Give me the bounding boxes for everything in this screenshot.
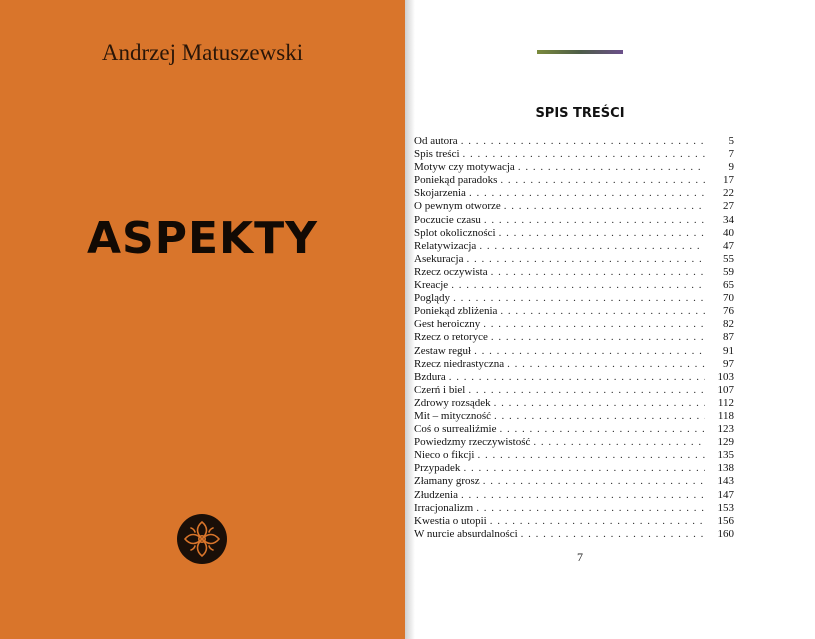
toc-entry-title: Złudzenia (414, 488, 458, 501)
toc-entry (414, 436, 734, 449)
toc-entry (414, 528, 734, 541)
ornament-emblem-icon (176, 513, 228, 565)
toc-entry-title: Zdrowy rozsądek (414, 396, 491, 409)
toc-entry-title: Spis treści (414, 148, 460, 161)
toc-entry (414, 214, 734, 227)
toc-leader-dots (483, 318, 705, 331)
toc-entry-page: 147 (717, 488, 734, 501)
toc-entry-title: Kreacje (414, 279, 449, 292)
toc-leader-dots (504, 200, 705, 213)
toc-entry-title: Czerń i biel (414, 383, 466, 396)
toc-entry (414, 489, 734, 502)
toc-entry (414, 279, 734, 292)
toc-entry (414, 331, 734, 344)
toc-entry-page: 135 (717, 449, 734, 462)
toc-entry-title: Motyw czy motywacja (414, 161, 515, 174)
toc-leader-dots (518, 161, 705, 174)
toc-leader-dots (494, 397, 705, 410)
toc-entry-title: Zestaw reguł (414, 344, 472, 357)
toc-entry-page: 65 (723, 279, 734, 292)
toc-entry-title: Gest heroiczny (414, 318, 481, 331)
toc-entry-page: 27 (723, 200, 734, 213)
toc-entry (414, 200, 734, 213)
toc-entry (414, 305, 734, 318)
toc-leader-dots (468, 384, 705, 397)
toc-leader-dots (453, 292, 705, 305)
toc-entry-page: 160 (717, 527, 734, 540)
toc-entry-page: 70 (723, 292, 734, 305)
toc-entry (414, 227, 734, 240)
toc-entry (414, 135, 734, 148)
toc-list (414, 135, 734, 541)
toc-entry (414, 515, 734, 528)
toc-entry-title: Skojarzenia (414, 187, 466, 200)
toc-entry (414, 462, 734, 475)
toc-entry-title: Przypadek (414, 462, 461, 475)
toc-leader-dots (491, 266, 705, 279)
toc-entry (414, 423, 734, 436)
toc-entry (414, 384, 734, 397)
toc-leader-dots (521, 528, 705, 541)
toc-entry (414, 345, 734, 358)
toc-entry-page: 47 (723, 239, 734, 252)
toc-entry-page: 112 (717, 396, 734, 409)
toc-entry-title: O pewnym otworze (414, 200, 501, 213)
toc-entry-page: 103 (717, 370, 734, 383)
toc-entry-page: 22 (723, 187, 734, 200)
toc-entry-title: Poglądy (414, 292, 451, 305)
toc-entry-page: 55 (723, 252, 734, 265)
toc-entry-page: 138 (717, 462, 734, 475)
toc-entry-page: 9 (728, 161, 734, 174)
toc-entry (414, 318, 734, 331)
toc-entry-page: 17 (723, 174, 734, 187)
toc-entry-page: 156 (717, 514, 734, 527)
toc-entry-title: Asekuracja (414, 252, 464, 265)
toc-entry (414, 502, 734, 515)
toc-entry (414, 475, 734, 488)
toc-leader-dots (477, 449, 705, 462)
toc-entry-title: Powiedzmy rzeczywistość (414, 436, 531, 449)
toc-leader-dots (533, 436, 705, 449)
toc-entry-title: Poniekąd zbliżenia (414, 305, 498, 318)
book-cover (0, 0, 405, 639)
toc-leader-dots (476, 502, 705, 515)
toc-entry-title: Mit – mityczność (414, 409, 491, 422)
toc-entry (414, 174, 734, 187)
toc-entry-title: Bzdura (414, 370, 446, 383)
toc-entry-page: 129 (717, 436, 734, 449)
toc-entry (414, 266, 734, 279)
toc-leader-dots (491, 331, 705, 344)
toc-leader-dots (463, 462, 705, 475)
toc-entry-title: Rzecz oczywista (414, 265, 488, 278)
toc-entry-title: W nurcie absurdalności (414, 527, 518, 540)
toc-entry-page: 143 (717, 475, 734, 488)
toc-leader-dots (461, 489, 705, 502)
toc-entry-title: Złamany grosz (414, 475, 480, 488)
toc-entry-page: 82 (723, 318, 734, 331)
toc-entry-title: Kwestia o utopii (414, 514, 487, 527)
toc-entry-page: 123 (717, 423, 734, 436)
toc-entry-title: Irracjonalizm (414, 501, 474, 514)
toc-entry (414, 161, 734, 174)
toc-entry (414, 449, 734, 462)
toc-entry-title: Poniekąd paradoks (414, 174, 498, 187)
toc-entry-page: 107 (717, 383, 734, 396)
toc-entry-page: 5 (728, 135, 734, 147)
decorative-rule (537, 50, 623, 54)
toc-entry (414, 240, 734, 253)
toc-entry-page: 118 (717, 409, 734, 422)
toc-leader-dots (474, 345, 705, 358)
toc-entry-page: 76 (723, 305, 734, 318)
toc-entry-title: Splot okoliczności (414, 226, 496, 239)
toc-leader-dots (500, 305, 705, 318)
toc-entry-title: Nieco o fikcji (414, 449, 475, 462)
toc-entry-page: 40 (723, 226, 734, 239)
toc-heading: SPIS TREŚCI (535, 106, 625, 121)
toc-entry (414, 358, 734, 371)
toc-leader-dots (451, 279, 705, 292)
toc-entry-page: 153 (717, 501, 734, 514)
toc-entry-page: 34 (723, 213, 734, 226)
toc-entry-title: Od autora (414, 135, 458, 147)
toc-entry-page: 7 (728, 148, 734, 161)
page-number: 7 (577, 550, 583, 564)
toc-entry (414, 253, 734, 266)
toc-entry (414, 292, 734, 305)
toc-leader-dots (494, 410, 705, 423)
toc-entry (414, 410, 734, 423)
cover-title: ASPEKTY (86, 213, 319, 264)
toc-entry (414, 397, 734, 410)
toc-leader-dots (507, 358, 705, 371)
toc-leader-dots (469, 187, 705, 200)
toc-leader-dots (449, 371, 705, 384)
toc-entry-title: Rzecz o retoryce (414, 331, 488, 344)
toc-entry-page: 91 (723, 344, 734, 357)
toc-entry (414, 187, 734, 200)
toc-entry (414, 371, 734, 384)
toc-entry-title: Relatywizacja (414, 239, 477, 252)
toc-entry-title: Rzecz niedrastyczna (414, 357, 505, 370)
toc-leader-dots (499, 227, 705, 240)
toc-leader-dots (483, 475, 705, 488)
toc-entry (414, 148, 734, 161)
toc-leader-dots (463, 148, 705, 161)
toc-entry-page: 59 (723, 265, 734, 278)
toc-leader-dots (466, 253, 705, 266)
toc-leader-dots (484, 214, 705, 227)
toc-entry-page: 87 (723, 331, 734, 344)
toc-leader-dots (500, 174, 705, 187)
toc-leader-dots (479, 240, 705, 253)
toc-entry-page: 97 (723, 357, 734, 370)
cover-author: Andrzej Matuszewski (101, 40, 304, 65)
toc-leader-dots (499, 423, 705, 436)
toc-entry-title: Coś o surrealiźmie (414, 423, 497, 436)
toc-entry-title: Poczucie czasu (414, 213, 481, 226)
toc-leader-dots (461, 135, 705, 148)
toc-leader-dots (490, 515, 705, 528)
